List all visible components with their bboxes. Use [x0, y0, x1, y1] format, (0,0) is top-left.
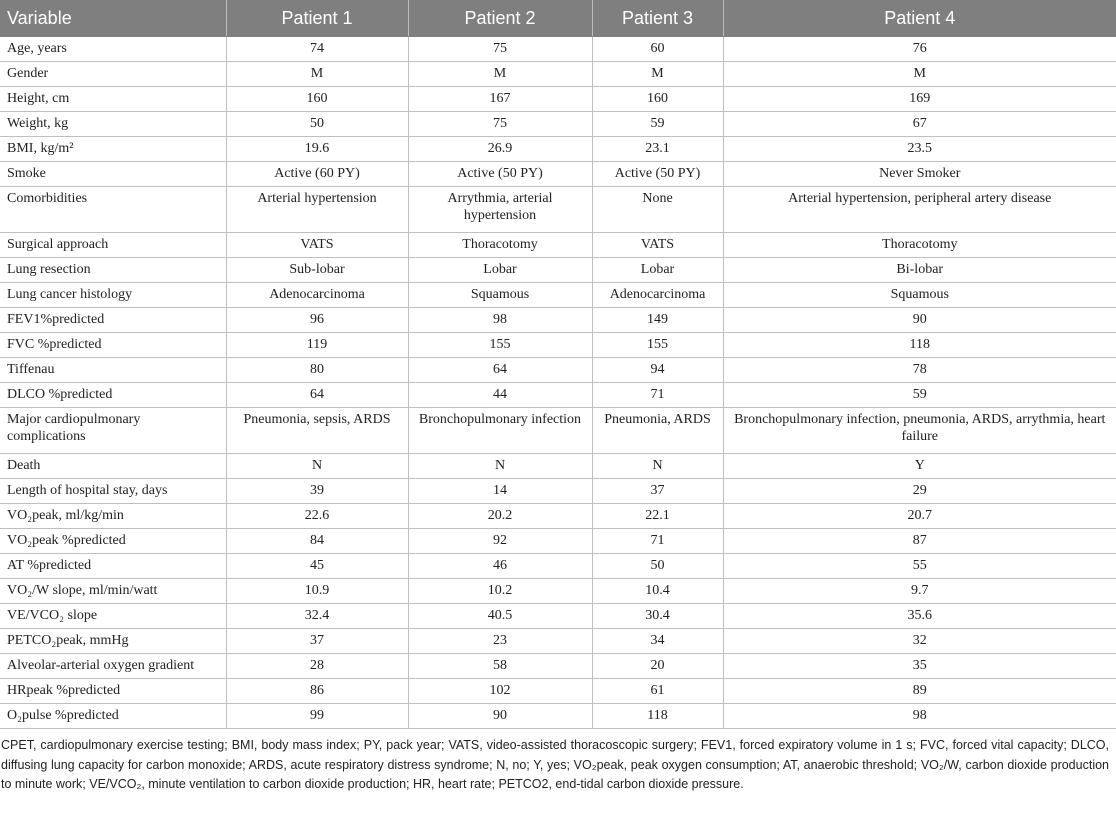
- cell-patient-3: 149: [592, 308, 723, 333]
- table-row: [0, 629, 1116, 654]
- table-row: [0, 37, 1116, 62]
- cell-patient-4: Bi-lobar: [723, 258, 1116, 283]
- cell-patient-4: Arterial hypertension, peripheral artery disease: [723, 187, 1116, 233]
- cell-patient-4: 78: [723, 358, 1116, 383]
- row-label: PETCO₂peak, mmHg: [0, 629, 226, 654]
- cell-patient-1: 96: [226, 308, 408, 333]
- cell-patient-3: 30.4: [592, 604, 723, 629]
- cell-patient-2: Arrythmia, arterial hypertension: [408, 187, 592, 233]
- table-row: [0, 454, 1116, 479]
- cell-patient-1: 74: [226, 37, 408, 62]
- table-row: [0, 333, 1116, 358]
- row-label: VE/VCO₂ slope: [0, 604, 226, 629]
- cell-patient-4: 67: [723, 112, 1116, 137]
- cell-patient-4: 87: [723, 529, 1116, 554]
- cell-patient-2: N: [408, 454, 592, 479]
- cell-patient-2: 155: [408, 333, 592, 358]
- row-label: FEV1%predicted: [0, 308, 226, 333]
- table-row: [0, 62, 1116, 87]
- cell-patient-1: 22.6: [226, 504, 408, 529]
- cell-patient-2: 167: [408, 87, 592, 112]
- row-label: Smoke: [0, 162, 226, 187]
- cell-patient-3: Lobar: [592, 258, 723, 283]
- cell-patient-4: 32: [723, 629, 1116, 654]
- table-row: [0, 308, 1116, 333]
- cell-patient-1: 10.9: [226, 579, 408, 604]
- cell-patient-3: M: [592, 62, 723, 87]
- cell-patient-4: 9.7: [723, 579, 1116, 604]
- cell-patient-3: 71: [592, 529, 723, 554]
- table-body: [0, 37, 1116, 729]
- row-label: Comorbidities: [0, 187, 226, 233]
- row-label: Gender: [0, 62, 226, 87]
- cell-patient-3: Pneumonia, ARDS: [592, 408, 723, 454]
- table-row: [0, 554, 1116, 579]
- cell-patient-4: 20.7: [723, 504, 1116, 529]
- cell-patient-1: 28: [226, 654, 408, 679]
- table-row: [0, 654, 1116, 679]
- cell-patient-1: 119: [226, 333, 408, 358]
- cell-patient-4: 23.5: [723, 137, 1116, 162]
- cell-patient-1: Pneumonia, sepsis, ARDS: [226, 408, 408, 454]
- cell-patient-1: 19.6: [226, 137, 408, 162]
- table-row: [0, 479, 1116, 504]
- row-label: BMI, kg/m²: [0, 137, 226, 162]
- cell-patient-4: Never Smoker: [723, 162, 1116, 187]
- cell-patient-3: 60: [592, 37, 723, 62]
- cell-patient-3: 71: [592, 383, 723, 408]
- cell-patient-2: 58: [408, 654, 592, 679]
- cell-patient-3: Adenocarcinoma: [592, 283, 723, 308]
- cell-patient-3: 160: [592, 87, 723, 112]
- cell-patient-1: Active (60 PY): [226, 162, 408, 187]
- cell-patient-4: 35: [723, 654, 1116, 679]
- cell-patient-3: 94: [592, 358, 723, 383]
- cell-patient-2: Lobar: [408, 258, 592, 283]
- cell-patient-1: 50: [226, 112, 408, 137]
- cell-patient-2: 75: [408, 37, 592, 62]
- cell-patient-1: Sub-lobar: [226, 258, 408, 283]
- cell-patient-2: 26.9: [408, 137, 592, 162]
- table-row: [0, 704, 1116, 729]
- row-label: FVC %predicted: [0, 333, 226, 358]
- header-patient-3: Patient 3: [592, 0, 723, 37]
- cell-patient-2: Squamous: [408, 283, 592, 308]
- table-row: [0, 679, 1116, 704]
- cell-patient-4: 55: [723, 554, 1116, 579]
- table-row: [0, 604, 1116, 629]
- cell-patient-2: 46: [408, 554, 592, 579]
- table-row: [0, 283, 1116, 308]
- cell-patient-2: 75: [408, 112, 592, 137]
- cell-patient-1: VATS: [226, 233, 408, 258]
- table-row: [0, 529, 1116, 554]
- cell-patient-2: Active (50 PY): [408, 162, 592, 187]
- cell-patient-4: 169: [723, 87, 1116, 112]
- cell-patient-2: 90: [408, 704, 592, 729]
- cell-patient-2: 20.2: [408, 504, 592, 529]
- header-patient-4: Patient 4: [723, 0, 1116, 37]
- cell-patient-1: 37: [226, 629, 408, 654]
- row-label: O₂pulse %predicted: [0, 704, 226, 729]
- table-row: [0, 233, 1116, 258]
- cell-patient-2: 102: [408, 679, 592, 704]
- header-patient-1: Patient 1: [226, 0, 408, 37]
- cell-patient-2: Thoracotomy: [408, 233, 592, 258]
- cell-patient-4: 98: [723, 704, 1116, 729]
- cell-patient-4: Thoracotomy: [723, 233, 1116, 258]
- row-label: HRpeak %predicted: [0, 679, 226, 704]
- row-label: VO₂/W slope, ml/min/watt: [0, 579, 226, 604]
- table-row: [0, 187, 1116, 233]
- row-label: Alveolar-arterial oxygen gradient: [0, 654, 226, 679]
- cell-patient-3: VATS: [592, 233, 723, 258]
- cell-patient-2: 92: [408, 529, 592, 554]
- cell-patient-2: 14: [408, 479, 592, 504]
- table-row: [0, 358, 1116, 383]
- row-label: Major cardiopulmonary complications: [0, 408, 226, 454]
- cell-patient-3: 61: [592, 679, 723, 704]
- row-label: Surgical approach: [0, 233, 226, 258]
- cell-patient-4: M: [723, 62, 1116, 87]
- row-label: Age, years: [0, 37, 226, 62]
- cell-patient-3: 34: [592, 629, 723, 654]
- cell-patient-1: 99: [226, 704, 408, 729]
- cell-patient-1: Arterial hypertension: [226, 187, 408, 233]
- cell-patient-4: Bronchopulmonary infection, pneumonia, ARDS, arrythmia, heart failure: [723, 408, 1116, 454]
- cell-patient-4: Squamous: [723, 283, 1116, 308]
- cell-patient-1: N: [226, 454, 408, 479]
- cell-patient-2: 44: [408, 383, 592, 408]
- row-label: Lung cancer histology: [0, 283, 226, 308]
- row-label: VO₂peak %predicted: [0, 529, 226, 554]
- cell-patient-3: Active (50 PY): [592, 162, 723, 187]
- cell-patient-2: 98: [408, 308, 592, 333]
- cell-patient-3: 10.4: [592, 579, 723, 604]
- cell-patient-1: 84: [226, 529, 408, 554]
- cell-patient-1: M: [226, 62, 408, 87]
- cell-patient-1: 80: [226, 358, 408, 383]
- row-label: Lung resection: [0, 258, 226, 283]
- cell-patient-4: 90: [723, 308, 1116, 333]
- cell-patient-2: Bronchopulmonary infection: [408, 408, 592, 454]
- cell-patient-3: 155: [592, 333, 723, 358]
- table-row: [0, 162, 1116, 187]
- cell-patient-1: 64: [226, 383, 408, 408]
- cell-patient-2: 64: [408, 358, 592, 383]
- cell-patient-1: Adenocarcinoma: [226, 283, 408, 308]
- cell-patient-2: 40.5: [408, 604, 592, 629]
- header-row: [0, 0, 1116, 37]
- table-row: [0, 137, 1116, 162]
- table-header: [0, 0, 1116, 37]
- table-row: [0, 504, 1116, 529]
- row-label: Length of hospital stay, days: [0, 479, 226, 504]
- cell-patient-4: 29: [723, 479, 1116, 504]
- cell-patient-4: Y: [723, 454, 1116, 479]
- cell-patient-4: 59: [723, 383, 1116, 408]
- row-label: Weight, kg: [0, 112, 226, 137]
- row-label: AT %predicted: [0, 554, 226, 579]
- row-label: VO₂peak, ml/kg/min: [0, 504, 226, 529]
- cell-patient-1: 160: [226, 87, 408, 112]
- cell-patient-1: 39: [226, 479, 408, 504]
- cell-patient-4: 76: [723, 37, 1116, 62]
- cell-patient-1: 45: [226, 554, 408, 579]
- cell-patient-3: 118: [592, 704, 723, 729]
- table-row: [0, 87, 1116, 112]
- row-label: Height, cm: [0, 87, 226, 112]
- row-label: Death: [0, 454, 226, 479]
- cell-patient-3: 50: [592, 554, 723, 579]
- header-patient-2: Patient 2: [408, 0, 592, 37]
- cell-patient-4: 118: [723, 333, 1116, 358]
- cell-patient-3: None: [592, 187, 723, 233]
- header-variable: Variable: [0, 0, 226, 37]
- cell-patient-2: 10.2: [408, 579, 592, 604]
- cell-patient-3: 59: [592, 112, 723, 137]
- table-row: [0, 258, 1116, 283]
- row-label: Tiffenau: [0, 358, 226, 383]
- row-label: DLCO %predicted: [0, 383, 226, 408]
- cell-patient-2: M: [408, 62, 592, 87]
- cell-patient-1: 86: [226, 679, 408, 704]
- cell-patient-3: 20: [592, 654, 723, 679]
- cell-patient-1: 32.4: [226, 604, 408, 629]
- table-row: [0, 383, 1116, 408]
- table-footnote: CPET, cardiopulmonary exercise testing; BMI, body mass index; PY, pack year; VATS, video-assisted thoracoscopic surgery; FEV1, forced expiratory volume in 1 s; FVC, forced vital capacity; DLCO, diffusing lung capacity for carbon monoxide; ARDS, acute respiratory distress syndrome; N, no; Y, yes; VO₂peak, peak oxygen consumption; AT, anaerobic threshold; VO₂/W, carbon dioxide production to minute work; VE/VCO₂, minute ventilation to carbon dioxide production; HR, heart rate; PETCO2, end-tidal carbon dioxide pressure.: [1, 738, 1109, 791]
- cell-patient-2: 23: [408, 629, 592, 654]
- table-row: [0, 408, 1116, 454]
- cell-patient-3: 37: [592, 479, 723, 504]
- cell-patient-3: 23.1: [592, 137, 723, 162]
- cell-patient-4: 35.6: [723, 604, 1116, 629]
- cell-patient-3: 22.1: [592, 504, 723, 529]
- cell-patient-3: N: [592, 454, 723, 479]
- table-row: [0, 579, 1116, 604]
- cell-patient-4: 89: [723, 679, 1116, 704]
- table-row: [0, 112, 1116, 137]
